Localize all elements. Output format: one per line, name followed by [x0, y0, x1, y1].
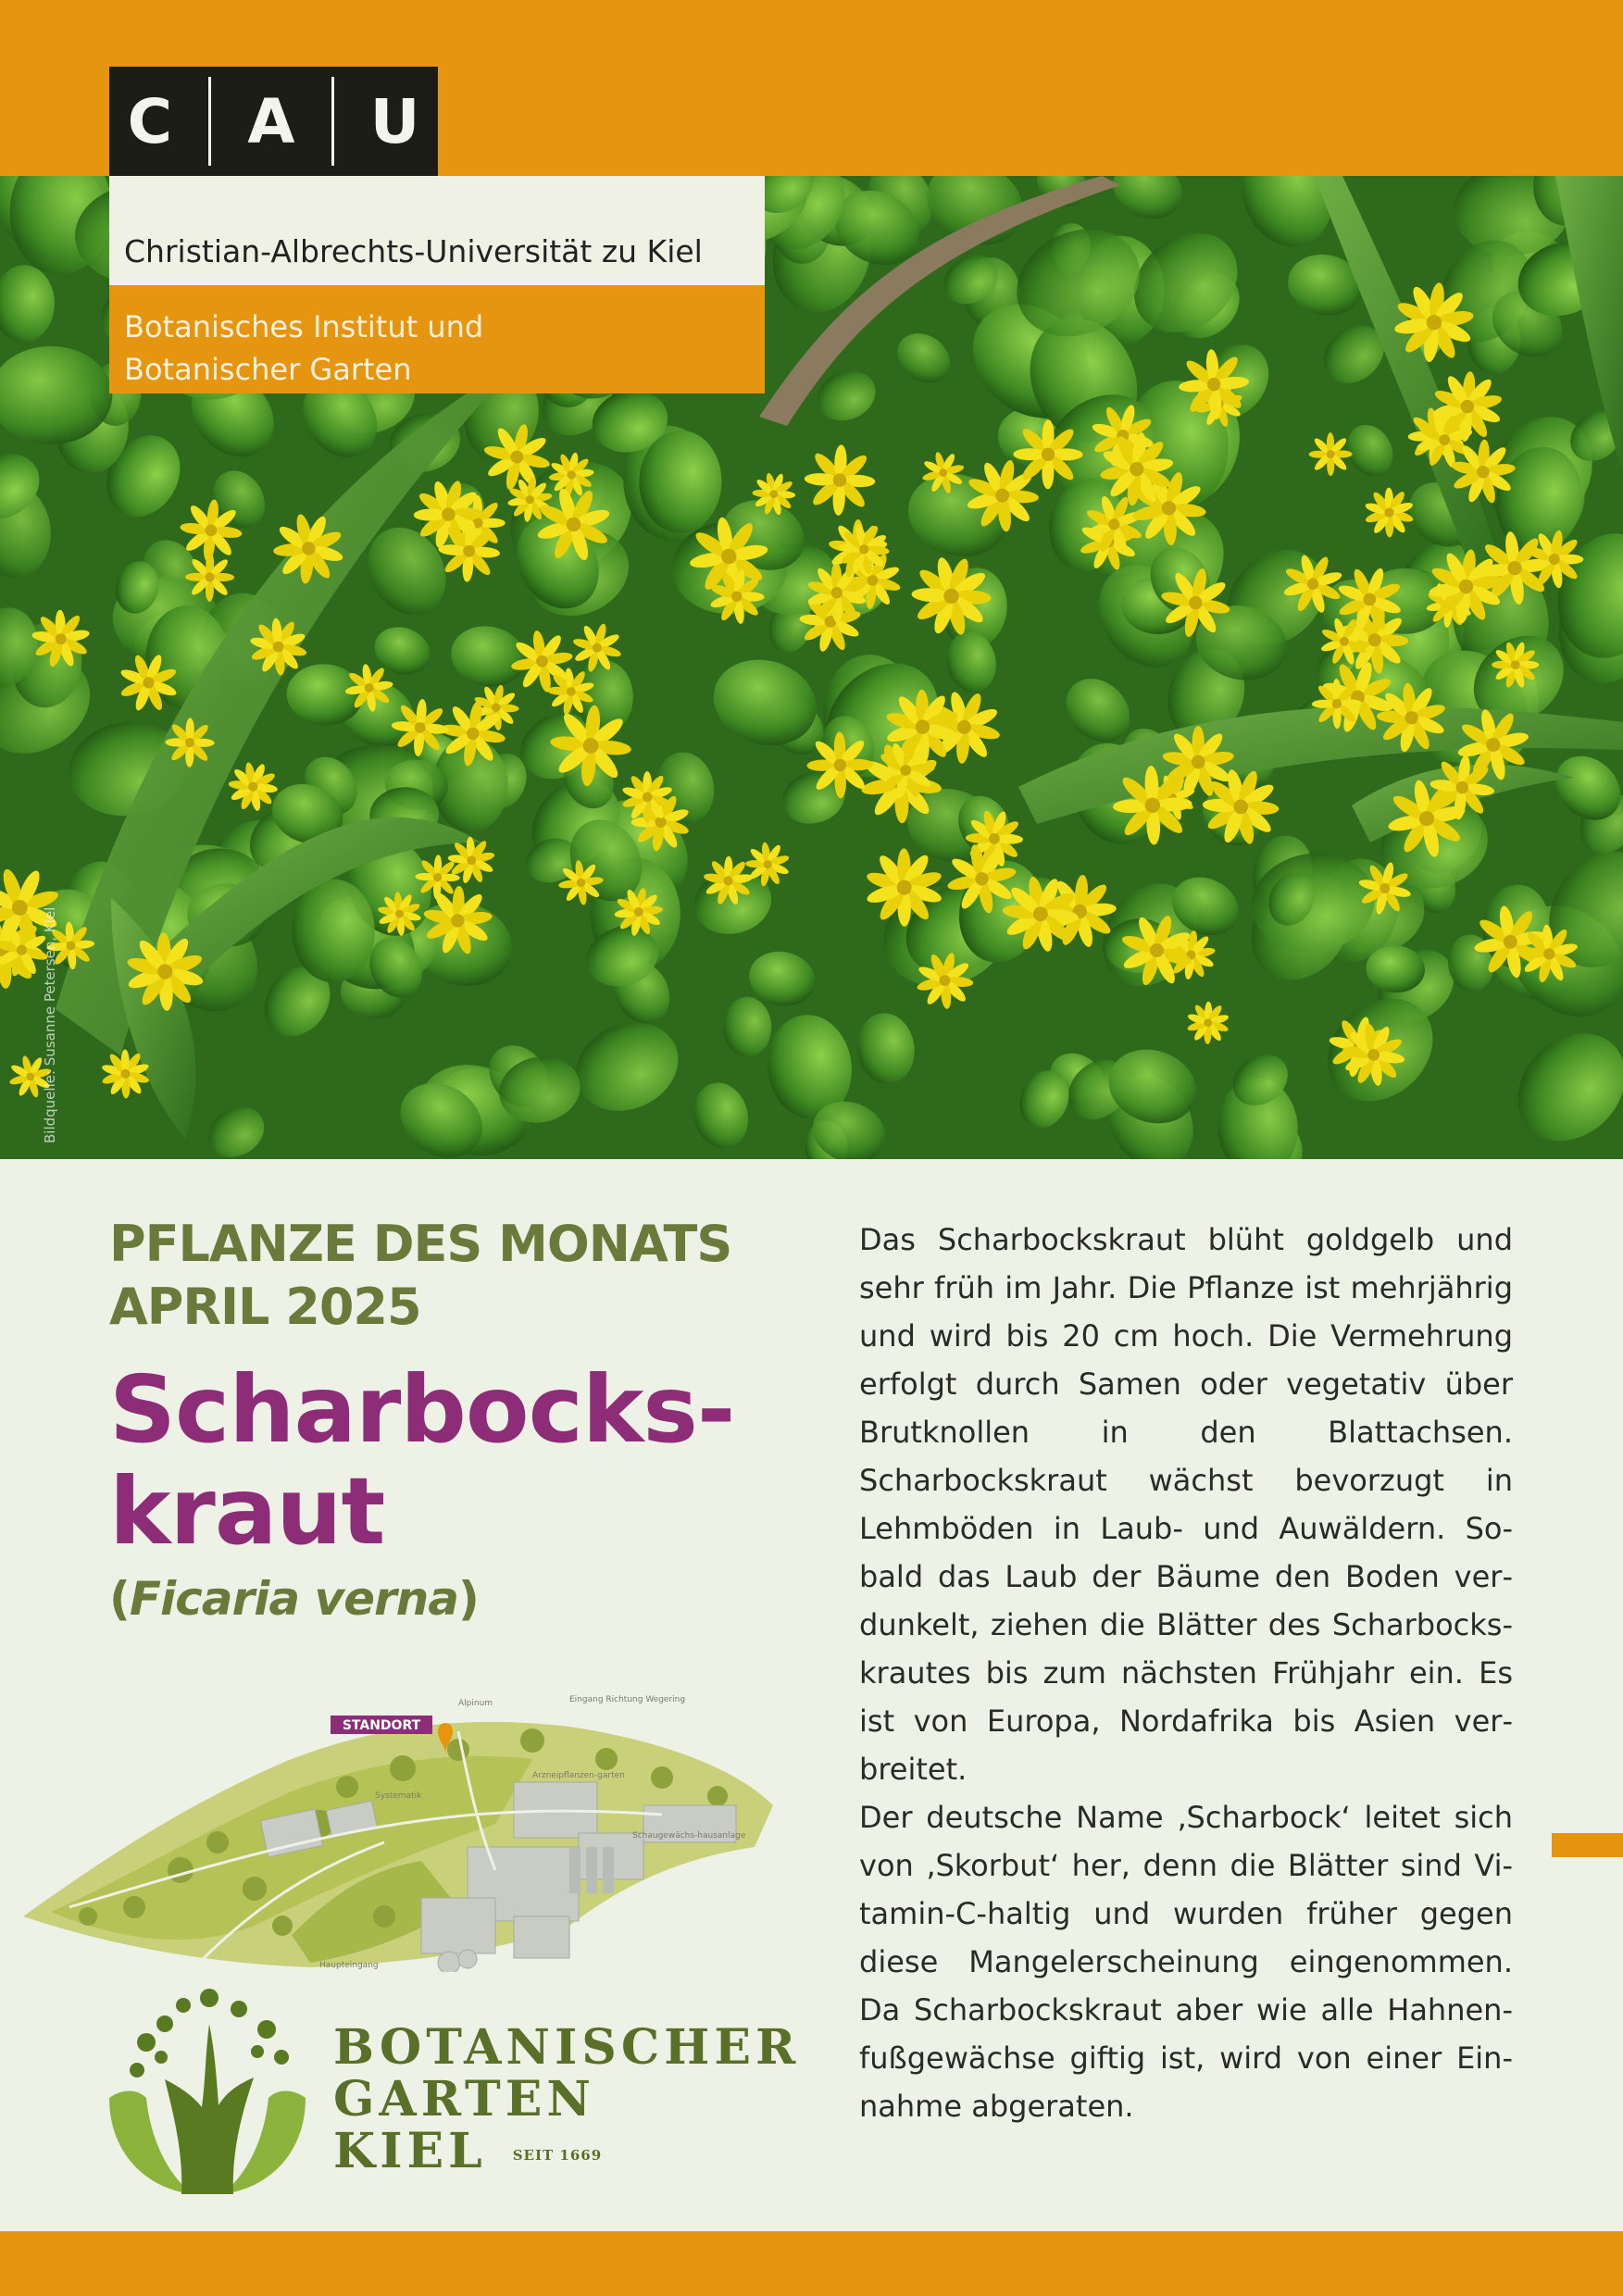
latin-open-paren: (	[109, 1572, 130, 1626]
celandine-flower	[1309, 432, 1353, 476]
leaf-shape	[292, 880, 374, 983]
celandine-flower	[1312, 679, 1362, 729]
cau-logo	[109, 67, 438, 176]
map-label: Eingang Richtung Wegering	[569, 1695, 686, 1704]
map-label: Schaugewächs-hausanlage	[632, 1831, 746, 1841]
map-label: Arzneipflanzen-garten	[532, 1771, 625, 1780]
bottom-orange-band	[0, 2231, 1623, 2296]
institute-box	[109, 285, 765, 393]
garden-logo-kiel: KIEL	[333, 2123, 487, 2179]
celandine-flower	[1013, 419, 1082, 489]
logo-letter-u: U	[369, 85, 420, 157]
university-name: Christian-Albrechts-Universität zu Kiel	[124, 233, 703, 269]
celandine-flower	[165, 718, 214, 767]
garden-logo-line-2: GARTEN	[333, 2071, 595, 2128]
logo-letter-c: C	[127, 85, 173, 157]
university-name-box	[109, 176, 765, 285]
institute-line-2: Botanischer Garten	[124, 352, 412, 387]
description-paragraph-2: Der deutsche Name ‚Scharbock‘ leitet sich von ‚Skorbut‘ her, denn die Blätter sind Vitamin-C-haltig und wurden früher gegen diese Mangelerscheinung eingenommen. Da Scharbockskraut aber wie alle Hahnenfußgewächse giftig ist, wird von einer Einnahme abgeraten.	[859, 1800, 1513, 2124]
plant-name-line-1: Scharbocks-	[109, 1355, 735, 1464]
eyebrow-line-1: PFLANZE DES MONATS	[109, 1215, 732, 1273]
side-orange-tab	[1552, 1833, 1623, 1857]
logo-divider	[331, 77, 334, 166]
plant-name-line-2: kraut	[109, 1457, 385, 1566]
garden-map	[14, 1685, 782, 1972]
map-label: Alpinum	[458, 1699, 493, 1708]
botanical-garden-logo	[333, 2019, 801, 2181]
description-text	[859, 1216, 1513, 2130]
eyebrow-line-2: APRIL 2025	[109, 1278, 421, 1336]
plant-name	[109, 1355, 735, 1566]
celandine-flower	[185, 553, 234, 602]
description-paragraph-1: Das Scharbockskraut blüht goldgelb und sehr früh im Jahr. Die Pflanze ist mehrjährig und wird bis 20 cm hoch. Die Vermehrung erfolgt durch Samen oder vegetativ über Brutknollen in den Blattachsen. Scharbockskraut wächst bevorzugt in Lehmböden in Laub- und Auwäldern. Sobald das Laub der Bäume den Boden verdunkelt, ziehen die Blätter des Scharbockskrautes bis zum nächsten Frühjahr ein. Es ist von Europa, Nordafrika bis Asien verbreitet.	[859, 1222, 1513, 1787]
map-standort-label: STANDORT	[342, 1718, 421, 1733]
map-label: Haupteingang	[319, 1961, 379, 1970]
plant-of-month-heading	[109, 1213, 731, 1339]
map-label: Systematik	[375, 1791, 422, 1801]
photo-credit: Bildquelle: Susanne Petersen, Kiel	[42, 906, 58, 1143]
celandine-flower	[806, 731, 873, 798]
latin-name	[109, 1572, 479, 1626]
garden-logo-line-3	[333, 2123, 800, 2181]
garden-logo-since: SEIT 1669	[512, 2146, 603, 2164]
latin-binomial: Ficaria verna	[129, 1572, 458, 1626]
garden-logo-line-1: BOTANISCHER	[333, 2019, 801, 2076]
tree-logo-icon	[109, 1987, 306, 2196]
institute-line-1: Botanisches Institut und	[124, 309, 484, 344]
latin-close-paren: )	[457, 1572, 479, 1626]
logo-divider	[208, 77, 211, 166]
logo-letter-a: A	[247, 85, 295, 157]
